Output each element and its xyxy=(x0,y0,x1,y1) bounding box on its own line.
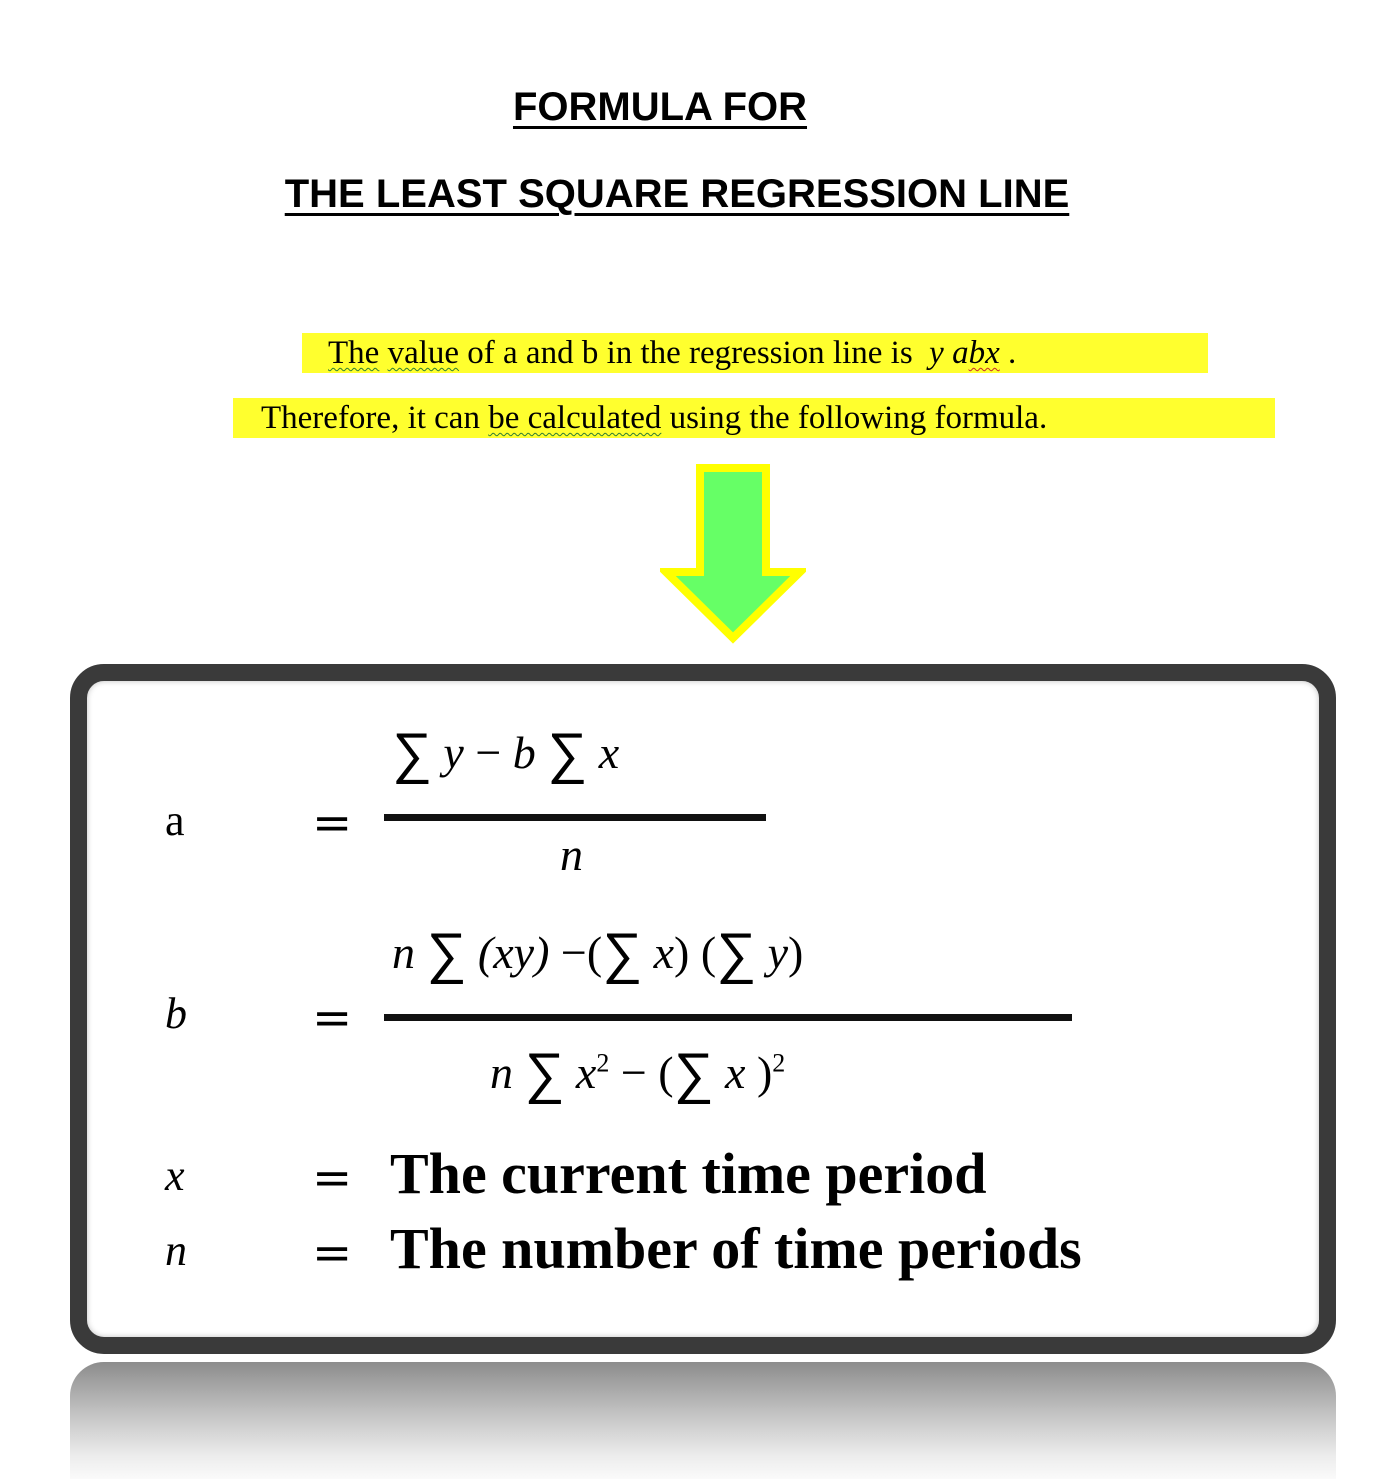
intro2-be-calculated: be calculated xyxy=(488,400,662,436)
intro-eq-bx: bx xyxy=(968,335,1000,371)
def-x-text: The current time period xyxy=(390,1141,987,1206)
def-x-equals: = xyxy=(312,1150,353,1206)
formula-a-equals: = xyxy=(312,795,353,851)
numb-y: y xyxy=(767,927,789,978)
sigma-icon: ∑ xyxy=(426,921,467,986)
sigma-icon: ∑ xyxy=(524,1041,565,1106)
numb-x: x xyxy=(653,927,675,978)
formula-b-numerator xyxy=(392,920,803,986)
num-b: b xyxy=(512,727,536,778)
formula-b-lhs: b xyxy=(165,989,187,1038)
intro-word-the: The xyxy=(328,335,380,371)
def-n-equals: = xyxy=(312,1225,353,1281)
intro-sentence-1 xyxy=(302,333,1208,373)
formula-b-denominator xyxy=(490,1040,785,1106)
def-x-lhs: x xyxy=(165,1151,185,1200)
formula-a-denominator: n xyxy=(560,829,583,880)
numb-close2: ) xyxy=(788,927,804,978)
formula-a-lhs: a xyxy=(165,796,185,845)
sigma-icon: ∑ xyxy=(673,1041,714,1106)
box-reflection xyxy=(70,1362,1336,1479)
title-line-1: FORMULA FOR xyxy=(512,85,808,129)
denb-x2: x xyxy=(725,1047,746,1098)
numb-xy: (xy) xyxy=(477,927,550,978)
title-line-2: THE LEAST SQUARE REGRESSION LINE xyxy=(284,172,1070,216)
denb-exp: 2 xyxy=(596,1048,610,1078)
num-x: x xyxy=(598,727,620,778)
denb-exp2: 2 xyxy=(772,1048,786,1078)
denb-open: ( xyxy=(658,1047,674,1098)
fraction-bar-a xyxy=(384,814,766,821)
down-arrow-icon xyxy=(660,462,806,644)
denb-n: n xyxy=(490,1047,513,1098)
formula-a-numerator xyxy=(392,720,619,786)
def-n-text: The number of time periods xyxy=(390,1216,1082,1281)
intro2-text-c: using the following formula. xyxy=(669,400,1048,436)
denb-close: ) xyxy=(756,1047,773,1098)
sigma-icon: ∑ xyxy=(716,921,757,986)
num-y: y xyxy=(443,727,464,778)
numb-open1: ( xyxy=(586,927,603,978)
numb-n: n xyxy=(392,927,415,978)
intro-word-value: value xyxy=(387,335,460,371)
numb-close1: ) xyxy=(674,927,690,978)
intro-period: . xyxy=(1007,335,1017,371)
intro-sentence-2 xyxy=(233,398,1275,438)
numb-open2: ( xyxy=(700,927,717,978)
def-n-lhs: n xyxy=(165,1226,187,1275)
denb-minus: − xyxy=(620,1047,647,1098)
intro-text: of a and b in the regression line is xyxy=(467,335,913,371)
intro2-text-a: Therefore, it can xyxy=(261,400,480,436)
sigma-icon: ∑ xyxy=(392,721,432,786)
sigma-icon: ∑ xyxy=(547,721,588,786)
fraction-bar-b xyxy=(384,1014,1072,1021)
num-minus: − xyxy=(475,727,502,778)
intro-eq-y: y xyxy=(929,335,944,371)
formula-b-equals: = xyxy=(312,990,353,1046)
denb-x: x xyxy=(575,1047,597,1098)
numb-minus: − xyxy=(560,927,587,978)
intro-eq-a: a xyxy=(952,335,969,371)
sigma-icon: ∑ xyxy=(602,921,643,986)
